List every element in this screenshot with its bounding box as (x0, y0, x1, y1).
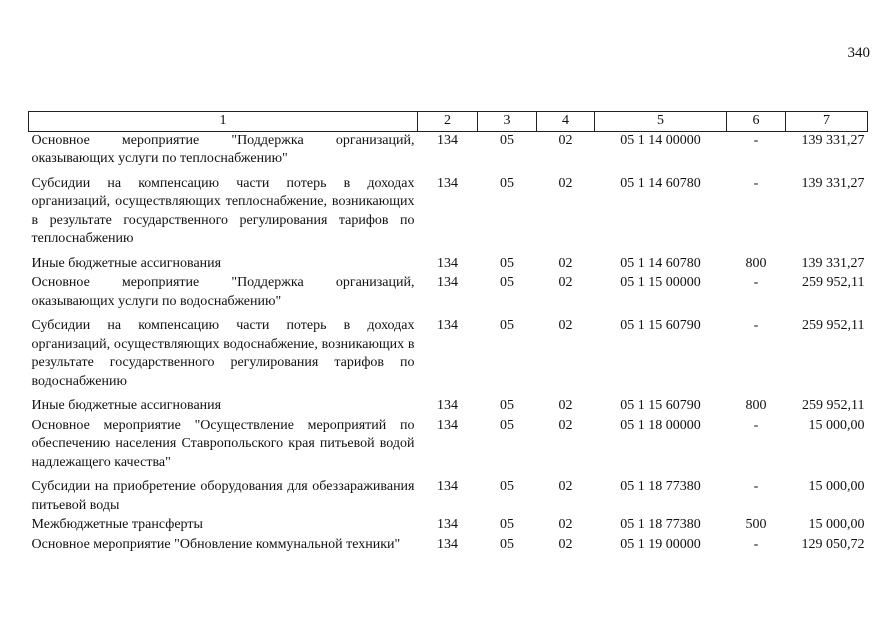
header-row (29, 112, 868, 132)
page-number: 340 (847, 45, 870, 61)
row-subsection: 02 (558, 536, 573, 552)
row-target-code: 05 1 18 77380 (620, 479, 701, 494)
column-header-1: 1 (29, 112, 418, 132)
row-subsection: 02 (558, 275, 573, 290)
row-amount: 139 331,27 (801, 255, 865, 271)
row-amount: 15 000,00 (808, 479, 865, 494)
row-expense-type: - (753, 175, 759, 191)
column-header-2: 2 (418, 112, 478, 132)
row-description: Основное мероприятие "Осуществление мероприятий по обеспечению населения Ставропольского края питьевой водой надлежащего качества" (31, 417, 415, 470)
table-row (29, 536, 868, 556)
row-target-code: 05 1 15 60790 (620, 318, 701, 333)
row-expense-type: 800 (745, 398, 767, 413)
budget-table (28, 111, 868, 555)
row-target-code: 05 1 18 00000 (620, 417, 701, 433)
row-description: Основное мероприятие "Поддержка организаций, оказывающих услуги по теплоснабжению" (31, 132, 415, 166)
row-ministry-code: 134 (437, 175, 458, 191)
table-row (29, 417, 868, 479)
row-expense-type: 500 (745, 517, 767, 532)
table-row (29, 175, 868, 255)
column-header-6: 6 (727, 112, 786, 132)
table-row (29, 131, 868, 175)
row-subsection: 02 (558, 398, 573, 413)
row-target-code: 05 1 14 60780 (620, 255, 701, 271)
row-amount: 259 952,11 (802, 275, 865, 290)
row-target-code: 05 1 14 00000 (620, 132, 701, 148)
column-header-4: 4 (537, 112, 595, 132)
row-subsection: 02 (558, 318, 573, 333)
row-section: 05 (500, 417, 514, 433)
row-description: Межбюджетные трансферты (31, 517, 203, 532)
table-row (29, 516, 868, 536)
row-section: 05 (500, 132, 514, 148)
row-description: Субсидии на компенсацию части потерь в доходах организаций, осуществляющих водоснабжение, возникающих в результате государственного регулирования тарифов по водоснабжению (31, 318, 415, 389)
row-expense-type: - (753, 479, 759, 494)
row-amount: 15 000,00 (808, 417, 865, 433)
row-section: 05 (500, 398, 514, 413)
row-subsection: 02 (558, 132, 573, 148)
row-section: 05 (500, 517, 514, 532)
row-amount: 129 050,72 (801, 536, 865, 552)
row-expense-type: 800 (745, 255, 767, 271)
table-row (29, 397, 868, 417)
row-amount: 139 331,27 (801, 132, 865, 148)
row-ministry-code: 134 (437, 275, 458, 290)
column-header-3: 3 (478, 112, 537, 132)
row-subsection: 02 (558, 517, 573, 532)
row-ministry-code: 134 (437, 398, 458, 413)
row-subsection: 02 (558, 479, 573, 494)
row-ministry-code: 134 (437, 255, 458, 271)
column-header-7: 7 (786, 112, 868, 132)
column-header-5: 5 (595, 112, 727, 132)
row-expense-type: - (753, 318, 759, 333)
row-ministry-code: 134 (437, 132, 458, 148)
row-ministry-code: 134 (437, 479, 458, 494)
row-ministry-code: 134 (437, 318, 458, 333)
row-description: Иные бюджетные ассигнования (31, 398, 222, 413)
row-description: Основное мероприятие "Обновление коммунальной техники" (31, 536, 401, 552)
table-row (29, 274, 868, 317)
row-section: 05 (500, 275, 514, 290)
row-amount: 259 952,11 (802, 398, 865, 413)
row-amount: 259 952,11 (802, 318, 865, 333)
row-ministry-code: 134 (437, 536, 458, 552)
row-section: 05 (500, 536, 514, 552)
row-subsection: 02 (558, 175, 573, 191)
row-section: 05 (500, 479, 514, 494)
row-target-code: 05 1 14 60780 (620, 175, 701, 191)
row-section: 05 (500, 318, 514, 333)
row-amount: 15 000,00 (808, 517, 865, 532)
row-description: Субсидии на компенсацию части потерь в доходах организаций, осуществляющих теплоснабжение, возникающих в результате государственного регулирования тарифов по теплоснабжению (31, 175, 415, 246)
row-ministry-code: 134 (437, 417, 458, 433)
row-target-code: 05 1 15 00000 (620, 275, 701, 290)
table-row (29, 317, 868, 397)
row-target-code: 05 1 19 00000 (620, 536, 701, 552)
table-row (29, 478, 868, 516)
row-section: 05 (500, 175, 514, 191)
row-expense-type: - (753, 275, 759, 290)
row-expense-type: - (753, 536, 759, 552)
row-expense-type: - (753, 417, 759, 433)
row-description: Иные бюджетные ассигнования (31, 255, 222, 271)
row-description: Основное мероприятие "Поддержка организаций, оказывающих услуги по водоснабжению" (31, 275, 415, 309)
row-section: 05 (500, 255, 514, 271)
row-subsection: 02 (558, 255, 573, 271)
row-subsection: 02 (558, 417, 573, 433)
row-expense-type: - (753, 132, 759, 148)
row-amount: 139 331,27 (801, 175, 865, 191)
row-description: Субсидии на приобретение оборудования для обеззараживания питьевой воды (31, 479, 415, 513)
table-row (29, 255, 868, 275)
row-target-code: 05 1 18 77380 (620, 517, 701, 532)
row-ministry-code: 134 (437, 517, 458, 532)
row-target-code: 05 1 15 60790 (620, 398, 701, 413)
